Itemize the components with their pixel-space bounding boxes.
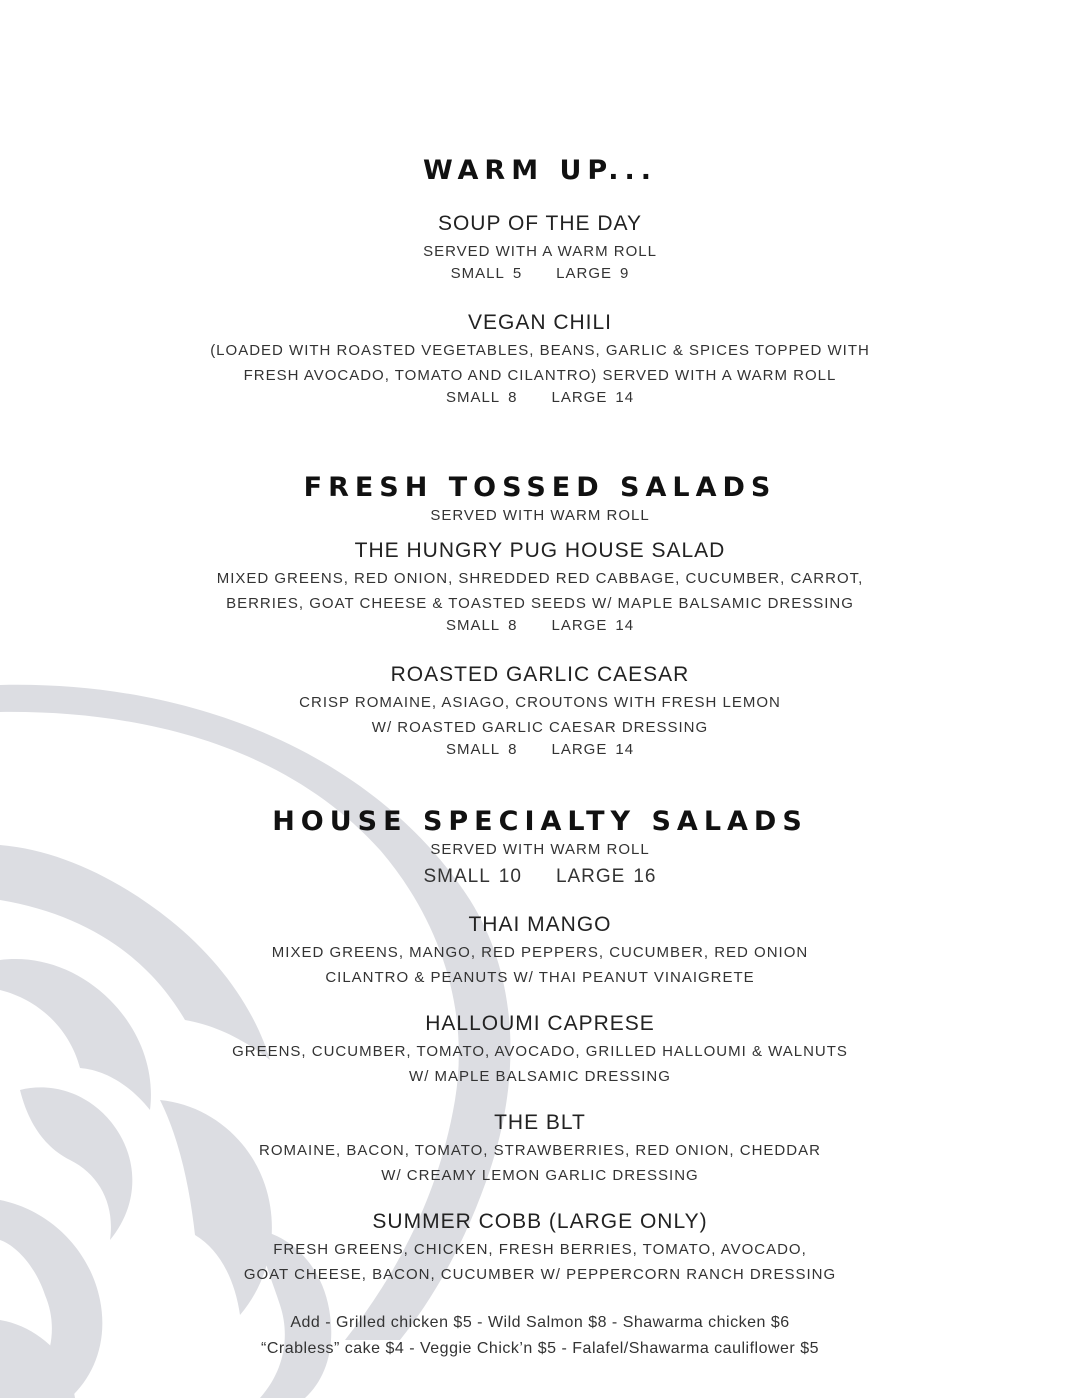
section-title-house-specialty: HOUSE SPECIALTY SALADS xyxy=(272,806,808,837)
item-desc-thai-mango-2: CILANTRO & PEANUTS W/ THAI PEANUT VINAIGRETE xyxy=(325,969,755,986)
small-label: SMALL xyxy=(450,265,505,282)
small-label: SMALL xyxy=(445,741,501,758)
large-price: 9 xyxy=(620,265,630,282)
item-title-house-salad: THE HUNGRY PUG HOUSE SALAD xyxy=(354,539,726,562)
large-label: LARGE xyxy=(551,389,608,406)
large-price: 14 xyxy=(615,741,635,758)
item-desc-caesar-1: CRISP ROMAINE, ASIAGO, CROUTONS WITH FRESH LEMON xyxy=(299,694,781,711)
item-desc-vegan-chili-2: FRESH AVOCADO, TOMATO AND CILANTRO) SERVED WITH A WARM ROLL xyxy=(243,367,837,384)
item-desc-house-salad-2: BERRIES, GOAT CHEESE & TOASTED SEEDS W/ MAPLE BALSAMIC DRESSING xyxy=(226,595,854,612)
large-label: LARGE xyxy=(551,617,608,634)
section-subtitle-fresh-tossed: SERVED WITH WARM ROLL xyxy=(430,507,650,524)
small-price: 5 xyxy=(512,265,523,282)
price-row-vegan-chili xyxy=(0,389,1080,406)
item-desc-summer-cobb-2: GOAT CHEESE, BACON, CUCUMBER W/ PEPPERCORN RANCH DRESSING xyxy=(243,1266,837,1283)
price-row-caesar xyxy=(0,741,1080,758)
item-desc-blt-1: ROMAINE, BACON, TOMATO, STRAWBERRIES, RED ONION, CHEDDAR xyxy=(259,1142,821,1159)
small-label: SMALL xyxy=(445,617,501,634)
item-title-vegan-chili: VEGAN CHILI xyxy=(467,311,613,334)
price-row-house-specialty xyxy=(0,866,1080,888)
item-desc-halloumi-1: GREENS, CUCUMBER, TOMATO, AVOCADO, GRILLED HALLOUMI & WALNUTS xyxy=(232,1043,848,1060)
section-title-warm-up: WARM UP... xyxy=(422,155,658,186)
price-row-house-salad xyxy=(0,617,1080,634)
item-title-blt: THE BLT xyxy=(494,1111,586,1134)
large-label: LARGE xyxy=(555,866,626,887)
item-desc-soup: SERVED WITH A WARM ROLL xyxy=(423,243,657,260)
item-desc-halloumi-2: W/ MAPLE BALSAMIC DRESSING xyxy=(409,1068,671,1085)
item-title-summer-cobb: SUMMER COBB (LARGE ONLY) xyxy=(372,1210,708,1233)
large-price: 16 xyxy=(633,866,657,887)
item-desc-caesar-2: W/ ROASTED GARLIC CAESAR DRESSING xyxy=(371,719,709,736)
item-title-soup: SOUP OF THE DAY xyxy=(437,212,643,235)
small-price: 10 xyxy=(498,866,522,887)
item-desc-vegan-chili-1: (LOADED WITH ROASTED VEGETABLES, BEANS, GARLIC & SPICES TOPPED WITH xyxy=(210,342,870,359)
item-title-halloumi: HALLOUMI CAPRESE xyxy=(425,1012,655,1035)
addons-line-1: Add - Grilled chicken $5 - Wild Salmon $8 - Shawarma chicken $6 xyxy=(290,1314,790,1331)
large-price: 14 xyxy=(615,617,635,634)
price-row-soup xyxy=(0,265,1080,282)
small-price: 8 xyxy=(508,741,518,758)
small-label: SMALL xyxy=(423,866,491,887)
small-price: 8 xyxy=(508,617,518,634)
item-desc-blt-2: W/ CREAMY LEMON GARLIC DRESSING xyxy=(381,1167,699,1184)
section-title-fresh-tossed: FRESH TOSSED SALADS xyxy=(303,472,777,503)
small-label: SMALL xyxy=(445,389,501,406)
large-label: LARGE xyxy=(551,741,608,758)
item-desc-summer-cobb-1: FRESH GREENS, CHICKEN, FRESH BERRIES, TOMATO, AVOCADO, xyxy=(273,1241,807,1258)
large-price: 14 xyxy=(615,389,635,406)
item-title-thai-mango: THAI MANGO xyxy=(468,913,612,936)
section-subtitle-house-specialty: SERVED WITH WARM ROLL xyxy=(430,841,650,858)
small-price: 8 xyxy=(508,389,518,406)
item-desc-house-salad-1: MIXED GREENS, RED ONION, SHREDDED RED CABBAGE, CUCUMBER, CARROT, xyxy=(216,570,864,587)
large-label: LARGE xyxy=(556,265,613,282)
item-desc-thai-mango-1: MIXED GREENS, MANGO, RED PEPPERS, CUCUMBER, RED ONION xyxy=(271,944,809,961)
item-title-caesar: ROASTED GARLIC CAESAR xyxy=(390,663,690,686)
addons-line-2: “Crabless” cake $4 - Veggie Chick’n $5 - Falafel/Shawarma cauliflower $5 xyxy=(260,1340,819,1357)
